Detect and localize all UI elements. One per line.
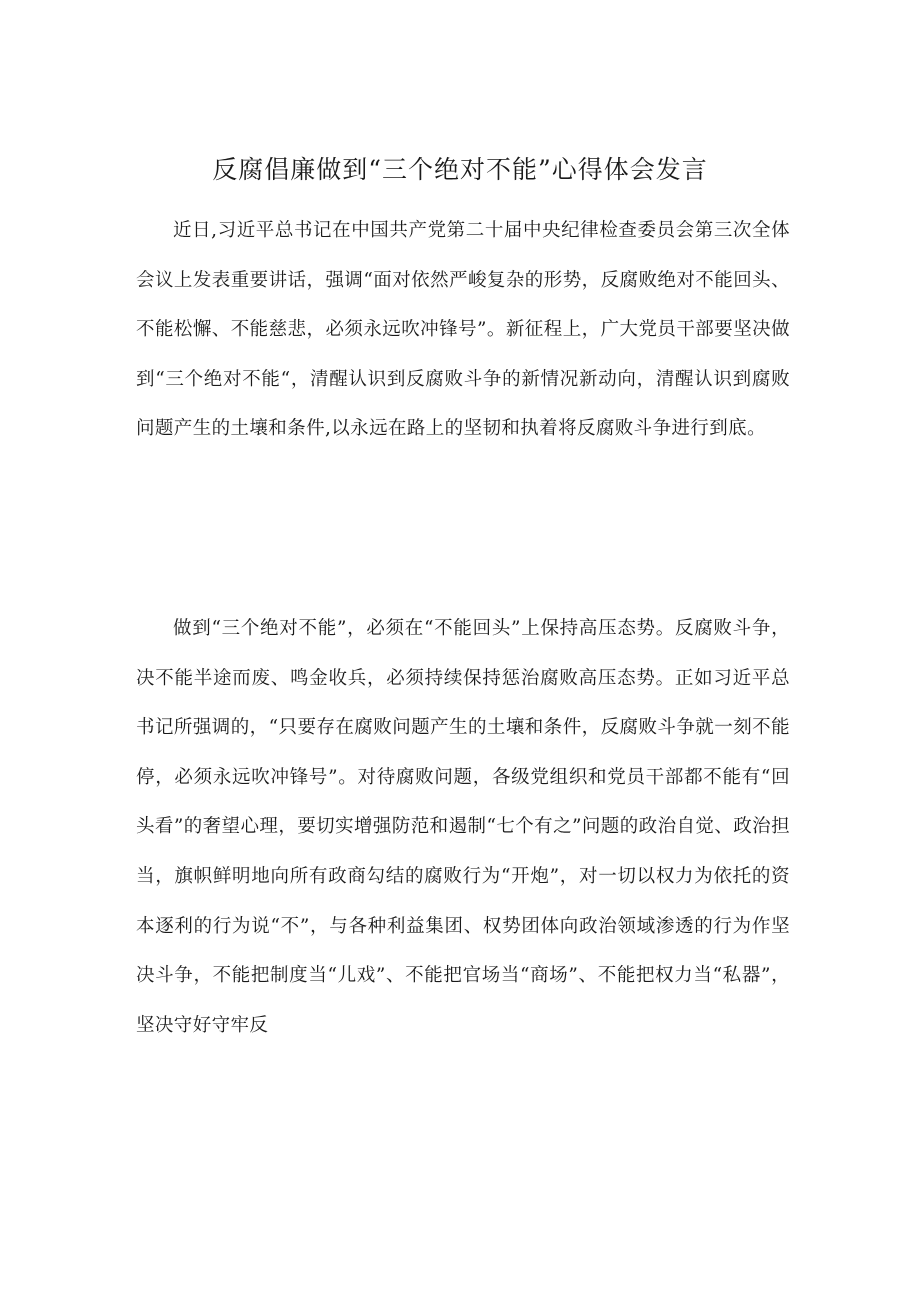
- paragraph-2: 做到“三个绝对不能”，必须在“不能回头”上保持高压态势。反腐败斗争，决不能半途而废、鸣金收兵，必须持续保持惩治腐败高压态势。正如习近平总书记所强调的，“只要存在腐败问题产生的土壤和条件，反腐败斗争就一刻不能停，必须永远吹冲锋号”。对待腐败问题，各级党组织和党员干部都不能有“回头看”的奢望心理，要切实增强防范和遏制“七个有之”问题的政治自觉、政治担当，旗帜鲜明地向所有政商勾结的腐败行为“开炮”，对一切以权力为依托的资本逐利的行为说“不”，与各种利益集团、权势团体向政治领域渗透的行为作坚决斗争，不能把制度当“儿戏”、不能把官场当“商场”、不能把权力当“私器”，坚决守好守牢反: [136, 618, 790, 1036]
- document-title: 反腐倡廉做到“三个绝对不能”心得体会发言: [212, 155, 708, 184]
- paragraph-1: 近日,习近平总书记在中国共产党第二十届中央纪律检查委员会第三次全体会议上发表重要讲话，强调“面对依然严峻复杂的形势，反腐败绝对不能回头、不能松懈、不能慈悲，必须永远吹冲锋号”。新征程上，广大党员干部要坚决做到“三个绝对不能“，清醒认识到反腐败斗争的新情况新动向，清醒认识到腐败问题产生的土壤和条件,以永远在路上的坚韧和执着将反腐败斗争进行到底。: [136, 220, 790, 440]
